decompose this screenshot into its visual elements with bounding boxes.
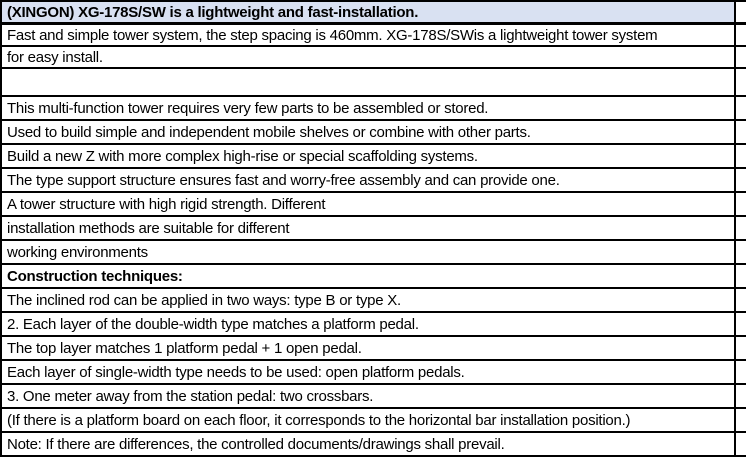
table-cell: Note: If there are differences, the controlled documents/drawings shall prevail. <box>7 436 505 452</box>
table-row <box>2 241 746 265</box>
table-row <box>2 25 746 47</box>
table-cell: installation methods are suitable for different <box>7 220 290 236</box>
table-cell: Construction techniques: <box>7 268 183 284</box>
table-cell: for easy install. <box>7 49 103 65</box>
table-row <box>2 433 746 457</box>
table-cell: 2. Each layer of the double-width type matches a platform pedal. <box>7 316 419 332</box>
table-row <box>2 265 746 289</box>
table-row <box>2 289 746 313</box>
table-cell: The inclined rod can be applied in two ways: type B or type X. <box>7 292 401 308</box>
table-cell: A tower structure with high rigid strength. Different <box>7 196 326 212</box>
table-row <box>2 69 746 97</box>
table-row <box>2 145 746 169</box>
table-cell: The type support structure ensures fast and worry-free assembly and can provide one. <box>7 172 560 188</box>
table-cell: Each layer of single-width type needs to be used: open platform pedals. <box>7 364 465 380</box>
table-row <box>2 47 746 69</box>
table-cell: working environments <box>7 244 148 260</box>
table-cell <box>2 82 21 83</box>
table-row <box>2 97 746 121</box>
column-border <box>734 0 736 456</box>
table-row <box>2 385 746 409</box>
table-row <box>2 193 746 217</box>
table-cell: 3. One meter away from the station pedal: two crossbars. <box>7 388 374 404</box>
table-row <box>2 169 746 193</box>
table-cell: Fast and simple tower system, the step spacing is 460mm. XG-178S/SWis a lightweight tower system <box>7 27 658 43</box>
table-cell: The top layer matches 1 platform pedal + 1 open pedal. <box>7 340 362 356</box>
table-header-row <box>2 2 746 25</box>
table-row <box>2 121 746 145</box>
table-cell: This multi-function tower requires very few parts to be assembled or stored. <box>7 100 489 116</box>
table-cell: Used to build simple and independent mobile shelves or combine with other parts. <box>7 124 531 140</box>
table-cell: Build a new Z with more complex high-rise or special scaffolding systems. <box>7 148 478 164</box>
table-row <box>2 409 746 433</box>
table-row <box>2 337 746 361</box>
table-cell: (If there is a platform board on each floor, it corresponds to the horizontal bar installation position.) <box>7 412 631 428</box>
table-row <box>2 217 746 241</box>
table-header-cell: (XINGON) XG-178S/SW is a lightweight and fast-installation. <box>7 4 419 20</box>
table-row <box>2 361 746 385</box>
table-row <box>2 313 746 337</box>
